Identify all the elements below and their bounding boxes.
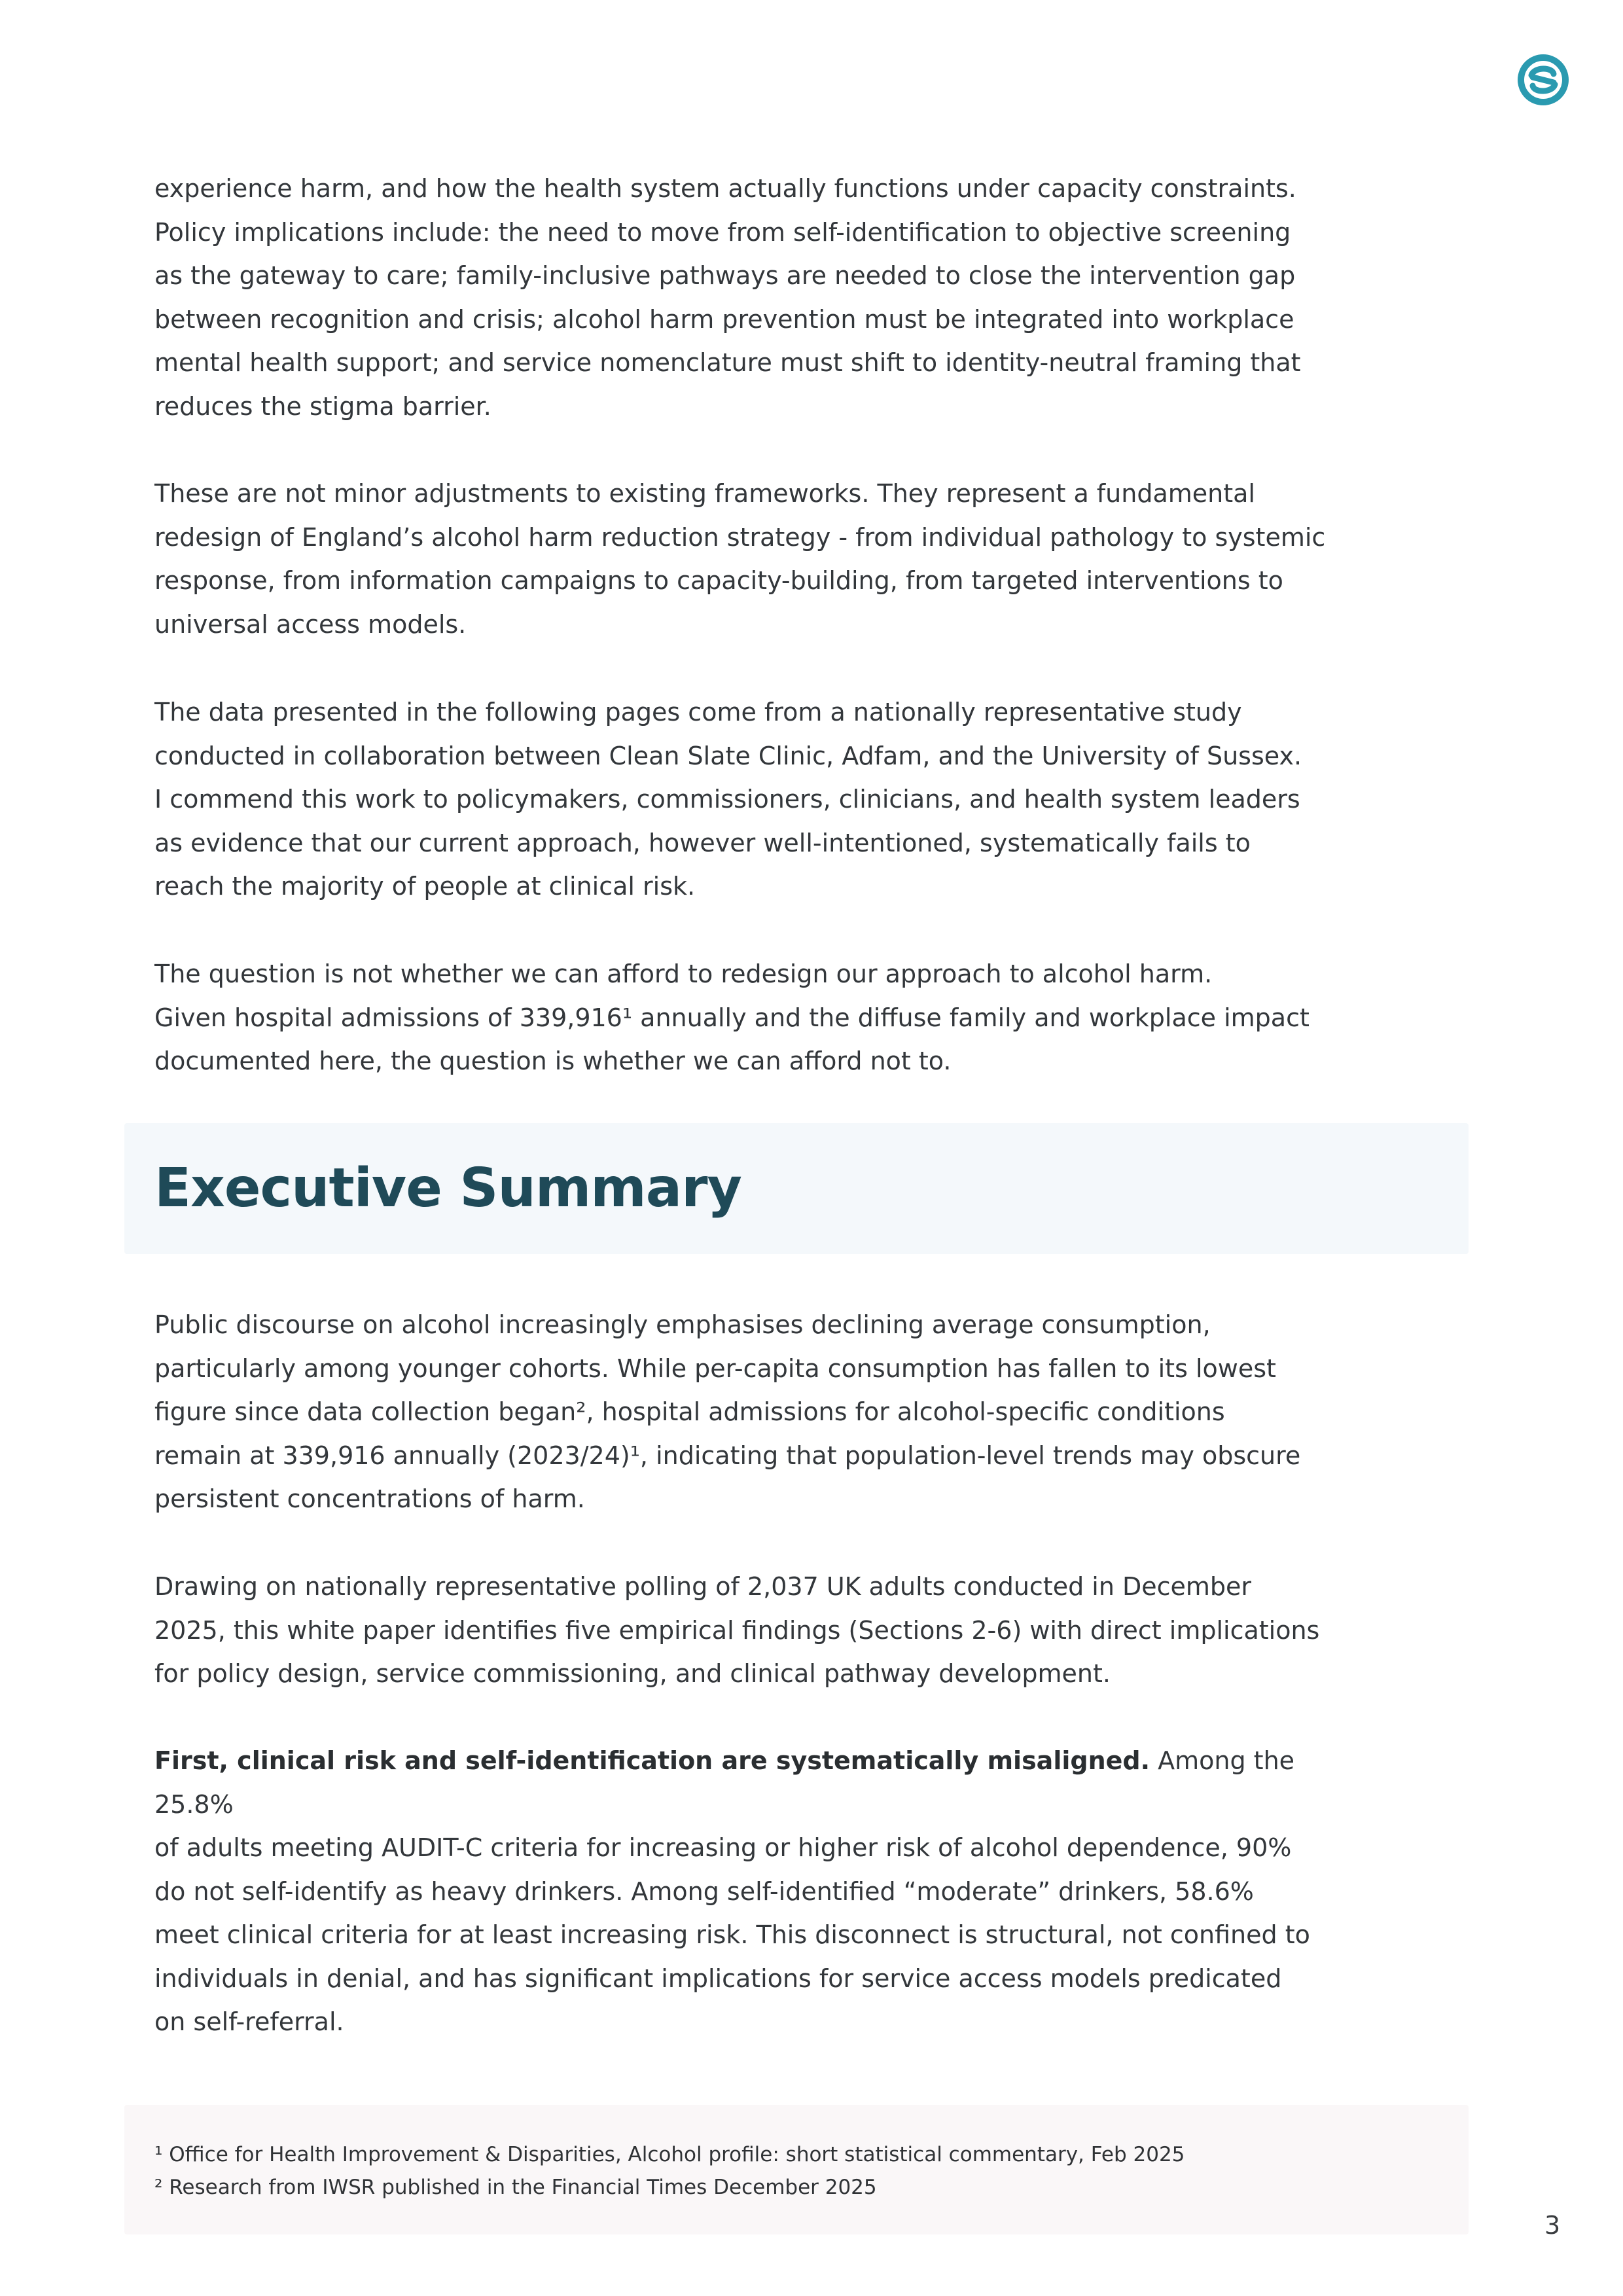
page-number: 3 (1544, 2211, 1561, 2240)
clean-slate-clinic-logo-icon (1517, 54, 1569, 106)
intro-paragraph-1: experience harm, and how the health system actually functions under capacity constraints. Policy implications include: the need to move from self-identification to objective screening as the gateway to care; family-inclusive pathways are needed to close the intervention gap between recognition and crisis; alcohol harm prevention must be integrated into workplace mental health support; and service nomenclature must shift to identity-neutral framing that reduces the stigma barrier. (154, 174, 1301, 421)
footnote-1: ¹ Office for Health Improvement & Disparities, Alcohol profile: short statistical commentary, Feb 2025 (154, 2143, 1185, 2166)
section-heading: Executive Summary (154, 1157, 741, 1219)
finding-1-lead: First, clinical risk and self-identification are systematically misaligned. (154, 1746, 1150, 1775)
intro-paragraph-3: The data presented in the following pages come from a nationally representative study conducted in collaboration between Clean Slate Clinic, Adfam, and the University of Sussex. I commend this work to policymakers, commissioners, clinicians, and health system leaders as evidence that our current approach, however well-intentioned, systematically fails to reach the majority of people at clinical risk. (154, 698, 1302, 901)
finding-1-body: Among the 25.8% of adults meeting AUDIT-C criteria for increasing or higher risk of alcohol dependence, 90% do not self-identify as heavy drinkers. Among self-identified “moderate” drinkers, 58.6% meet clinical criteria for at least increasing risk. This disconnect is structural, not confined to individuals in denial, and has significant implications for service access models predicated on self-referral. (154, 1746, 1310, 2036)
intro-paragraph-4: The question is not whether we can afford to redesign our approach to alcohol harm. Given hospital admissions of 339,916¹ annually and the diffuse family and workplace impact documented here, the question is whether we can afford not to. (154, 960, 1310, 1075)
summary-paragraph-3 (154, 1739, 1372, 2044)
footnotes-box (124, 2105, 1469, 2234)
summary-paragraph-2: Drawing on nationally representative polling of 2,037 UK adults conducted in December 2025, this white paper identifies five empirical findings (Sections 2-6) with direct implications for policy design, service commissioning, and clinical pathway development. (154, 1572, 1320, 1688)
executive-summary-banner (124, 1123, 1469, 1254)
intro-paragraph-2: These are not minor adjustments to existing frameworks. They represent a fundamental redesign of England’s alcohol harm reduction strategy - from individual pathology to systemic response, from information campaigns to capacity-building, from targeted interventions to universal access models. (154, 479, 1326, 639)
footnote-2: ² Research from IWSR published in the Financial Times December 2025 (154, 2176, 877, 2199)
summary-paragraph-1: Public discourse on alcohol increasingly emphasises declining average consumption, particularly among younger cohorts. While per-capita consumption has fallen to its lowest figure since data collection began², hospital admissions for alcohol-specific conditions remain at 339,916 annually (2023/24)¹, indicating that population-level trends may obscure persistent concentrations of harm. (154, 1310, 1301, 1513)
